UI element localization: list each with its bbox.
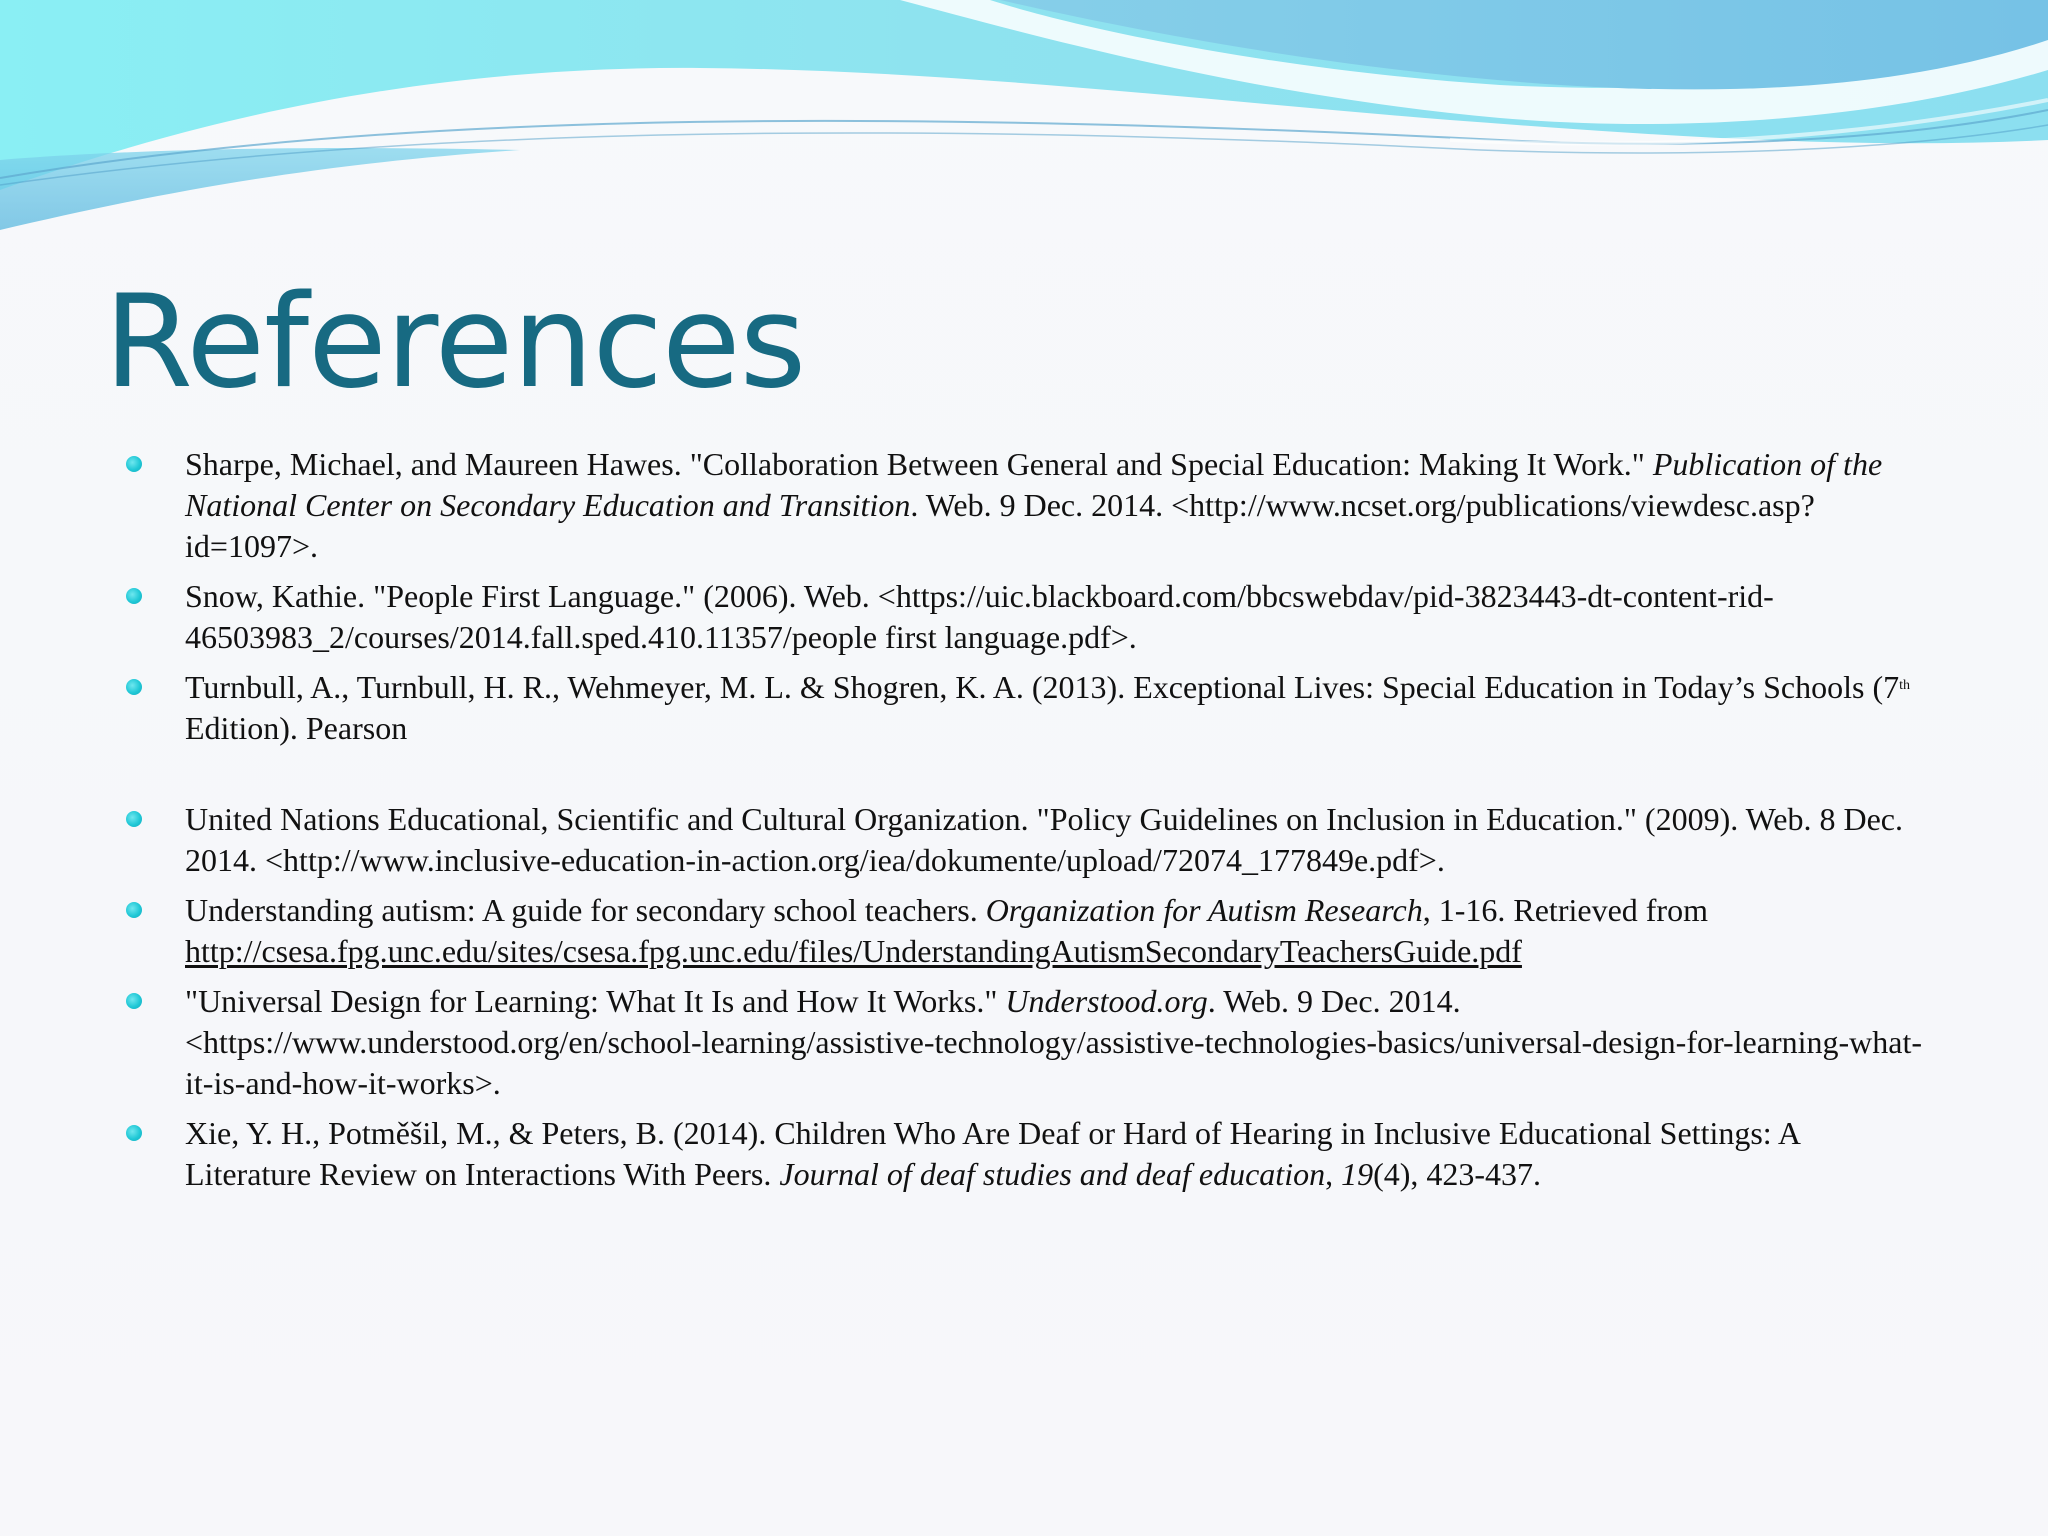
reference-italic-text: Organization for Autism Research (985, 892, 1423, 928)
reference-item (123, 981, 1923, 1104)
superscript-text: th (1899, 678, 1910, 693)
reference-text-segment: . Web. 9 Dec. 2014. <http://www.ncset.org/publications/viewdesc.asp?id=1097>. (185, 487, 1815, 564)
reference-link[interactable]: http://csesa.fpg.unc.edu/sites/csesa.fpg.unc.edu/files/UnderstandingAutismSecondaryTeachersGuide.pdf (185, 933, 1522, 969)
bullet-icon (126, 811, 142, 827)
bullet-icon (126, 456, 142, 472)
reference-item (123, 799, 1923, 881)
bullet-icon (126, 588, 142, 604)
reference-text-segment: Snow, Kathie. "People First Language." (2006). Web. <https://uic.blackboard.com/bbcswebdav/pid-3823443-dt-content-rid-46503983_2/courses/2014.fall.sped.410.11357/people first language.pdf>. (185, 578, 1774, 655)
reference-text (185, 981, 1923, 1104)
reference-item (123, 444, 1923, 567)
reference-text-segment: Xie, Y. H., Potměšil, M., & Peters, B. (2014). Children Who Are Deaf or Hard of Hearing in Inclusive Educational Settings: A Literature Review on Interactions With Peers. (185, 1115, 1800, 1192)
reference-italic-text: 19 (1341, 1156, 1374, 1192)
reference-item (123, 667, 1923, 749)
reference-text-segment: Turnbull, A., Turnbull, H. R., Wehmeyer, M. L. & Shogren, K. A. (2013). Exceptional Lives: Special Education in Today’s Schools (7 (185, 669, 1900, 705)
reference-italic-text: Journal of deaf studies and deaf education (779, 1156, 1326, 1192)
reference-text-segment: "Universal Design for Learning: What It Is and How It Works." (185, 983, 1006, 1019)
reference-italic-text: Publication of the National Center on Secondary Education and Transition (185, 446, 1883, 523)
reference-item (123, 890, 1923, 972)
reference-text-segment: Sharpe, Michael, and Maureen Hawes. "Collaboration Between General and Special Education: Making It Work." (185, 446, 1653, 482)
header-wave-decoration (0, 0, 2048, 240)
reference-text (185, 576, 1923, 658)
bullet-icon (126, 679, 142, 695)
bullet-icon (126, 993, 142, 1009)
reference-text (185, 1113, 1923, 1195)
reference-italic-text: Understood.org (1005, 983, 1208, 1019)
reference-text-segment: (4), 423-437. (1373, 1156, 1542, 1192)
reference-text (185, 799, 1923, 881)
reference-text-segment: , (1325, 1156, 1342, 1192)
reference-text-segment: , 1-16. Retrieved from (1422, 892, 1708, 928)
references-list (123, 444, 1923, 1204)
bullet-icon (126, 1125, 142, 1141)
reference-text (185, 667, 1923, 749)
reference-item (123, 576, 1923, 658)
reference-text (185, 444, 1923, 567)
reference-text-segment: . Web. 9 Dec. 2014. <https://www.understood.org/en/school-learning/assistive-technology/assistive-technologies-basics/universal-design-for-learning-what-it-is-and-how-it-works>. (185, 983, 1922, 1101)
reference-text (185, 890, 1923, 972)
reference-text-segment: Edition). Pearson (185, 710, 408, 746)
reference-item (123, 1113, 1923, 1195)
reference-text-segment: Understanding autism: A guide for secondary school teachers. (185, 892, 986, 928)
reference-text-segment: United Nations Educational, Scientific and Cultural Organization. "Policy Guidelines on Inclusion in Education." (2009). Web. 8 Dec. 2014. <http://www.inclusive-education-in-action.org/iea/dokumente/upload/72074_177849e.pdf>. (185, 801, 1903, 878)
bullet-icon (126, 902, 142, 918)
slide-title: References (104, 268, 806, 417)
